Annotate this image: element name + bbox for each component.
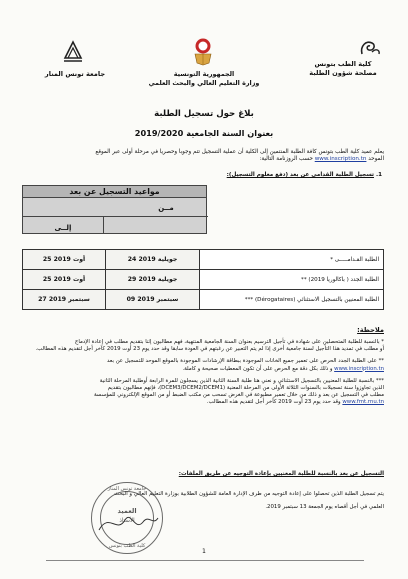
university-logo bbox=[62, 38, 84, 64]
table-row bbox=[23, 250, 384, 270]
row-label: الطلبة الجدد ( باكالوريا 2019) ** bbox=[200, 270, 384, 290]
reorientation-line-1: يتم تسجيل الطلبة الذين تحصلوا على إعادة التوجيه من طرف الإدارة العامة للشؤون الطلابية بوزارة التعليم العالي و البحث bbox=[114, 491, 384, 497]
schedule-header bbox=[22, 198, 207, 234]
dean-stamp: جامعة تونس المنار العميد الأستاذ كلية الطب بتونس bbox=[91, 482, 163, 554]
col-to-header: إلــى bbox=[54, 224, 72, 232]
inscription-link[interactable]: www.inscription.tn bbox=[334, 365, 384, 372]
signature-icon bbox=[95, 508, 161, 538]
university-name: جامعة تونس المنار bbox=[44, 70, 106, 78]
row-to-date: 25 أوت 2019 bbox=[23, 250, 106, 270]
page-number: 1 bbox=[202, 548, 206, 555]
note-2: ** على الطلبة الجدد الحرص على تعمير جميع الخانات الموجودة ببطاقة الإرشادات الموجودة بالموقع الموحد للتسجيل عن بعد www.inscription.tn و ذلك بكل دقة مع الحرص على أن تكون المعطيات صحيحة و كاملة. bbox=[107, 358, 384, 372]
col-from-header: مــن bbox=[158, 204, 174, 212]
row-to-date: 25 أوت 2019 bbox=[23, 270, 106, 290]
section-1-label: تسجيل الطلبة القدامى عن بعد (دفع معلوم التسجيل): bbox=[226, 172, 375, 178]
section-1-number: 1. bbox=[375, 172, 382, 178]
tunisia-emblem bbox=[191, 36, 215, 66]
table-row bbox=[23, 290, 384, 310]
schedule-table bbox=[22, 249, 384, 310]
intro-line-2: الموحد www.inscription.tn حسب الروزنامة التالية: bbox=[259, 156, 384, 162]
ministry-name: وزارة التعليم العالي والبحث العلمي bbox=[148, 78, 260, 87]
note-3: *** بالنسبة للطلبة المعنيين بالتسجيل الاستثنائي و نعني هنا طلبة السنة الثانية الذين يسجلون للمرة الرابعة أوطلبة المرحلة الثانية الذين تجاوزوا سنة تسجيلات بالسنوات الثلاثة الأولى من المرحلة المعنية (DCEM3/DCEM2/DCEM1)، فإنهم مطالبون بتقديم مطلب في التسجيل عن بعد و ذلك من خلال تعمير مطبوعة في الغرض تسحب من مكتب الضبط أو من الموقع الإلكتروني للمؤسسة www.fmt.rnu.tn وقد حدد يوم 23 أوت 2019 كآخر أجل لتقديم هذه المطالب. bbox=[94, 377, 384, 406]
page-title: بلاغ حول تسجيل الطلبة bbox=[154, 109, 254, 119]
republic-name: الجمهورية التونسية bbox=[173, 70, 235, 78]
inscription-link[interactable]: www.inscription.tn bbox=[314, 156, 367, 162]
faculty-logo bbox=[356, 38, 384, 58]
note-1: * بالنسبة للطلبة المتحصلين على شهادة في تأجيل الترسيم بعنوان السنة الجامعية المنتهية، فهم مطالبون إثنا بتقديم مطلب في إعادة الإدماج أو مطلب في تمديد هذا التأجيل لسنة جامعية أخرى إذا لم يتم التعبير عن رغبتهم في العودة سابقا وقد حدد يوم 23 أوت 2019 كآخر أجل لتقديم هذه المطالب. bbox=[35, 339, 384, 353]
faculty-name: كلية الطب بتونس bbox=[314, 60, 372, 68]
row-label: الطلبة المعنيين بالتسجيل الاستثنائي (Dérogataires) *** bbox=[200, 290, 384, 310]
reorientation-heading: التسجيل عن بعد بالنسبة للطلبة المعنيين بإعادة التوجيه عن طريق الملفات: bbox=[178, 471, 384, 477]
row-from-date: 24 جويلية 2019 bbox=[106, 250, 200, 270]
table-row bbox=[23, 270, 384, 290]
footer-divider bbox=[46, 560, 364, 561]
row-from-date: 29 جويلية 2019 bbox=[106, 270, 200, 290]
row-to-date: 27 سبتمبر 2019 bbox=[23, 290, 106, 310]
reorientation-line-2: العلمي في أجل أقصاه يوم الجمعة 13 سبتمبر 2019. bbox=[265, 504, 384, 511]
page-subtitle: بعنوان السنة الجامعية 2019/2020 bbox=[134, 128, 274, 138]
faculty-website-link[interactable]: www.fmt.rnu.tn bbox=[342, 399, 384, 406]
notes-heading: ملاحظة: bbox=[357, 326, 384, 334]
row-label: الطلبة القـدامـــــى * bbox=[200, 250, 384, 270]
intro-line-1: يعلم عميد كلية الطب بتونس كافة الطلبة المنتمين إلى الكلية أن عملية التسجيل تتم وجوبا وحصريا في مرحلة أولى عبر الموقع bbox=[95, 149, 384, 155]
row-from-date: 09 سبتمبر 2019 bbox=[106, 290, 200, 310]
faculty-department: مصلحة شؤون الطلبة bbox=[309, 68, 377, 77]
schedule-title: مواعيد التسجيل عن بعد bbox=[22, 185, 207, 198]
